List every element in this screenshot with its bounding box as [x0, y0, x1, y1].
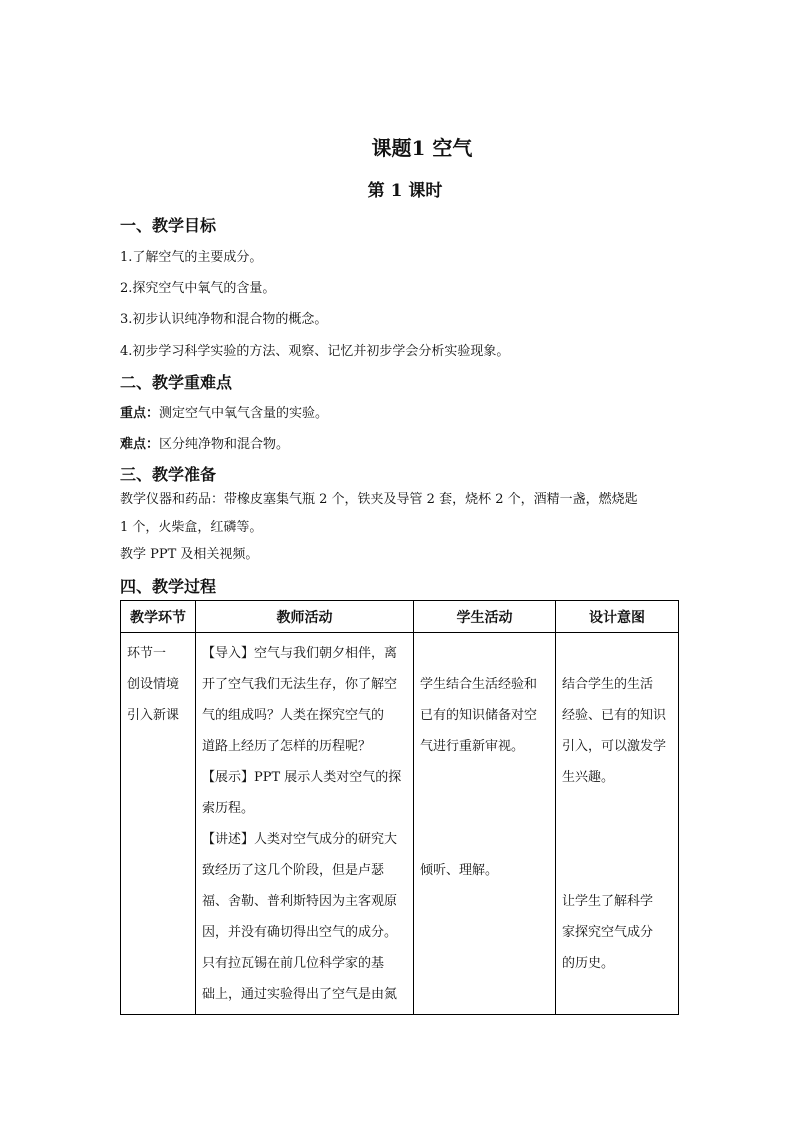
cell-line: 引入新课 [127, 708, 180, 723]
cell-line: 生兴趣。 [562, 770, 615, 785]
cell-line: 因，并没有确切得出空气的成分。 [202, 925, 398, 940]
cell-line: 引入，可以激发学 [562, 739, 667, 754]
cell-line: 让学生了解科学 [562, 894, 654, 909]
cell-line: 结合学生的生活 [562, 677, 654, 692]
page-title: 课题1 空气 [371, 136, 473, 160]
table-row [121, 633, 679, 1015]
section-heading-preparation: 三、教学准备 [120, 465, 217, 484]
cell-line: 的历史。 [562, 956, 615, 971]
stage-cell [121, 633, 196, 1015]
preparation-line: 教学 PPT 及相关视频。 [120, 547, 259, 562]
spacer [420, 638, 549, 669]
spacer [420, 824, 549, 855]
cell-line: 础上，通过实验得出了空气是由氮 [202, 987, 398, 1002]
cell-line: 气的组成吗？人类在探究空气的 [202, 708, 385, 723]
preparation-line: 教学仪器和药品：带橡皮塞集气瓶 2 个，铁夹及导管 2 套，烧杯 2 个，酒精一盏，燃烧匙 [120, 492, 638, 507]
spacer [420, 762, 549, 793]
spacer [562, 855, 672, 886]
spacer [562, 824, 672, 855]
cell-line: 开了空气我们无法生存，你了解空 [202, 677, 398, 692]
cell-line: 致经历了这几个阶段，但是卢瑟 [202, 863, 385, 878]
table-header-row [121, 601, 679, 633]
difficult-point-label: 难点： [120, 437, 160, 452]
key-point-text: 测定空气中氧气含量的实验。 [159, 406, 329, 421]
column-header: 设计意图 [556, 601, 679, 633]
key-point-label: 重点： [120, 406, 160, 421]
cell-line: 【展示】PPT 展示人类对空气的探 [202, 770, 402, 785]
objective-item: 2.探究空气中氧气的含量。 [120, 281, 276, 296]
cell-line: 已有的知识储备对空 [420, 708, 538, 723]
cell-line: 索历程。 [202, 801, 255, 816]
cell-line: 道路上经历了怎样的历程呢？ [202, 739, 372, 754]
section-heading-objectives: 一、教学目标 [120, 216, 217, 235]
cell-line: 环节一 [127, 646, 167, 661]
objective-item: 3.初步认识纯净物和混合物的概念。 [120, 312, 328, 327]
teacher-activity-cell [196, 633, 414, 1015]
cell-line: 倾听、理解。 [420, 863, 499, 878]
page-subtitle: 第 1 课时 [367, 181, 443, 201]
difficult-point-text: 区分纯净物和混合物。 [159, 437, 290, 452]
process-table [120, 600, 679, 1015]
cell-line: 学生结合生活经验和 [420, 677, 538, 692]
difficult-point [120, 433, 289, 452]
cell-line: 经验、已有的知识 [562, 708, 667, 723]
cell-line: 【讲述】人类对空气成分的研究大 [202, 832, 398, 847]
cell-line: 只有拉瓦锡在前几位科学家的基 [202, 956, 385, 971]
column-header: 学生活动 [414, 601, 556, 633]
student-activity-cell [414, 633, 556, 1015]
cell-line: 家探究空气成分 [562, 925, 654, 940]
cell-line: 气进行重新审视。 [420, 739, 525, 754]
objective-item: 1.了解空气的主要成分。 [120, 250, 263, 265]
section-heading-process: 四、教学过程 [120, 577, 217, 596]
key-point [120, 402, 328, 421]
preparation-line: 1 个，火柴盒，红磷等。 [120, 520, 263, 535]
spacer [562, 638, 672, 669]
cell-line: 创设情境 [127, 677, 180, 692]
cell-line: 福、舍勒、普利斯特因为主客观原 [202, 894, 398, 909]
objective-item: 4.初步学习科学实验的方法、观察、记忆并初步学会分析实验现象。 [120, 344, 510, 359]
design-intent-cell [556, 633, 679, 1015]
column-header: 教学环节 [121, 601, 196, 633]
spacer [420, 793, 549, 824]
spacer [562, 793, 672, 824]
column-header: 教师活动 [196, 601, 414, 633]
section-heading-key-points: 二、教学重难点 [120, 373, 233, 392]
cell-line: 【导入】空气与我们朝夕相伴，离 [202, 646, 398, 661]
